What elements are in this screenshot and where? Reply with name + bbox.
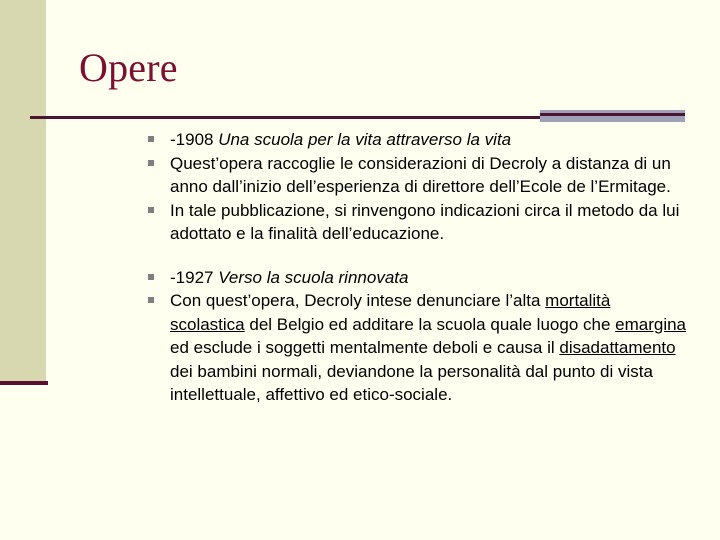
bullet-item-description-1 xyxy=(148,152,688,199)
square-bullet-icon xyxy=(148,297,154,303)
work-title: Verso la scuola rinnovata xyxy=(218,267,409,287)
square-bullet-icon xyxy=(148,207,154,213)
bullet-text: del Belgio ed additare la scuola quale luogo che xyxy=(244,314,616,334)
bullet-item-1908 xyxy=(148,128,688,152)
title-underline-accent xyxy=(540,110,685,122)
bullet-text: In tale pubblicazione, si rinvengono indicazioni circa il metodo da lui adottato e la finalità dell’educazione. xyxy=(170,200,680,243)
underlined-term: disadattamento xyxy=(559,338,676,357)
square-bullet-icon xyxy=(148,136,154,142)
bullet-text: ed esclude i soggetti mentalmente deboli e causa il xyxy=(170,338,560,357)
bullet-item-description-3 xyxy=(148,289,688,407)
bullet-year: -1927 xyxy=(170,267,219,287)
bullet-list xyxy=(148,128,688,407)
left-decorative-rule xyxy=(0,381,48,385)
square-bullet-icon xyxy=(148,274,154,280)
bullet-item-description-2 xyxy=(148,199,688,246)
underlined-term: mortalità scolastica xyxy=(170,291,611,334)
bullet-item-1927 xyxy=(148,266,688,290)
square-bullet-icon xyxy=(148,160,154,166)
work-title: Una scuola per la vita attraverso la vita xyxy=(218,130,512,149)
bullet-year: -1908 xyxy=(170,130,219,149)
bullet-text: dei bambini normali, deviandone la personalità dal punto di vista intellettuale, affettivo ed etico-sociale. xyxy=(170,361,653,404)
title-underline-accent-line xyxy=(540,113,685,116)
slide-title: Opere xyxy=(79,45,178,90)
left-decorative-band xyxy=(0,0,46,385)
bullet-text: Quest’opera raccoglie le considerazioni di Decroly a distanza di un anno dall’inizio dell’esperienza di direttore dell’Ecole de l’Ermitage. xyxy=(170,153,671,196)
bullet-text: Con quest’opera, Decroly intese denunciare l’alta xyxy=(170,291,546,310)
underlined-term: emargina xyxy=(615,314,687,334)
